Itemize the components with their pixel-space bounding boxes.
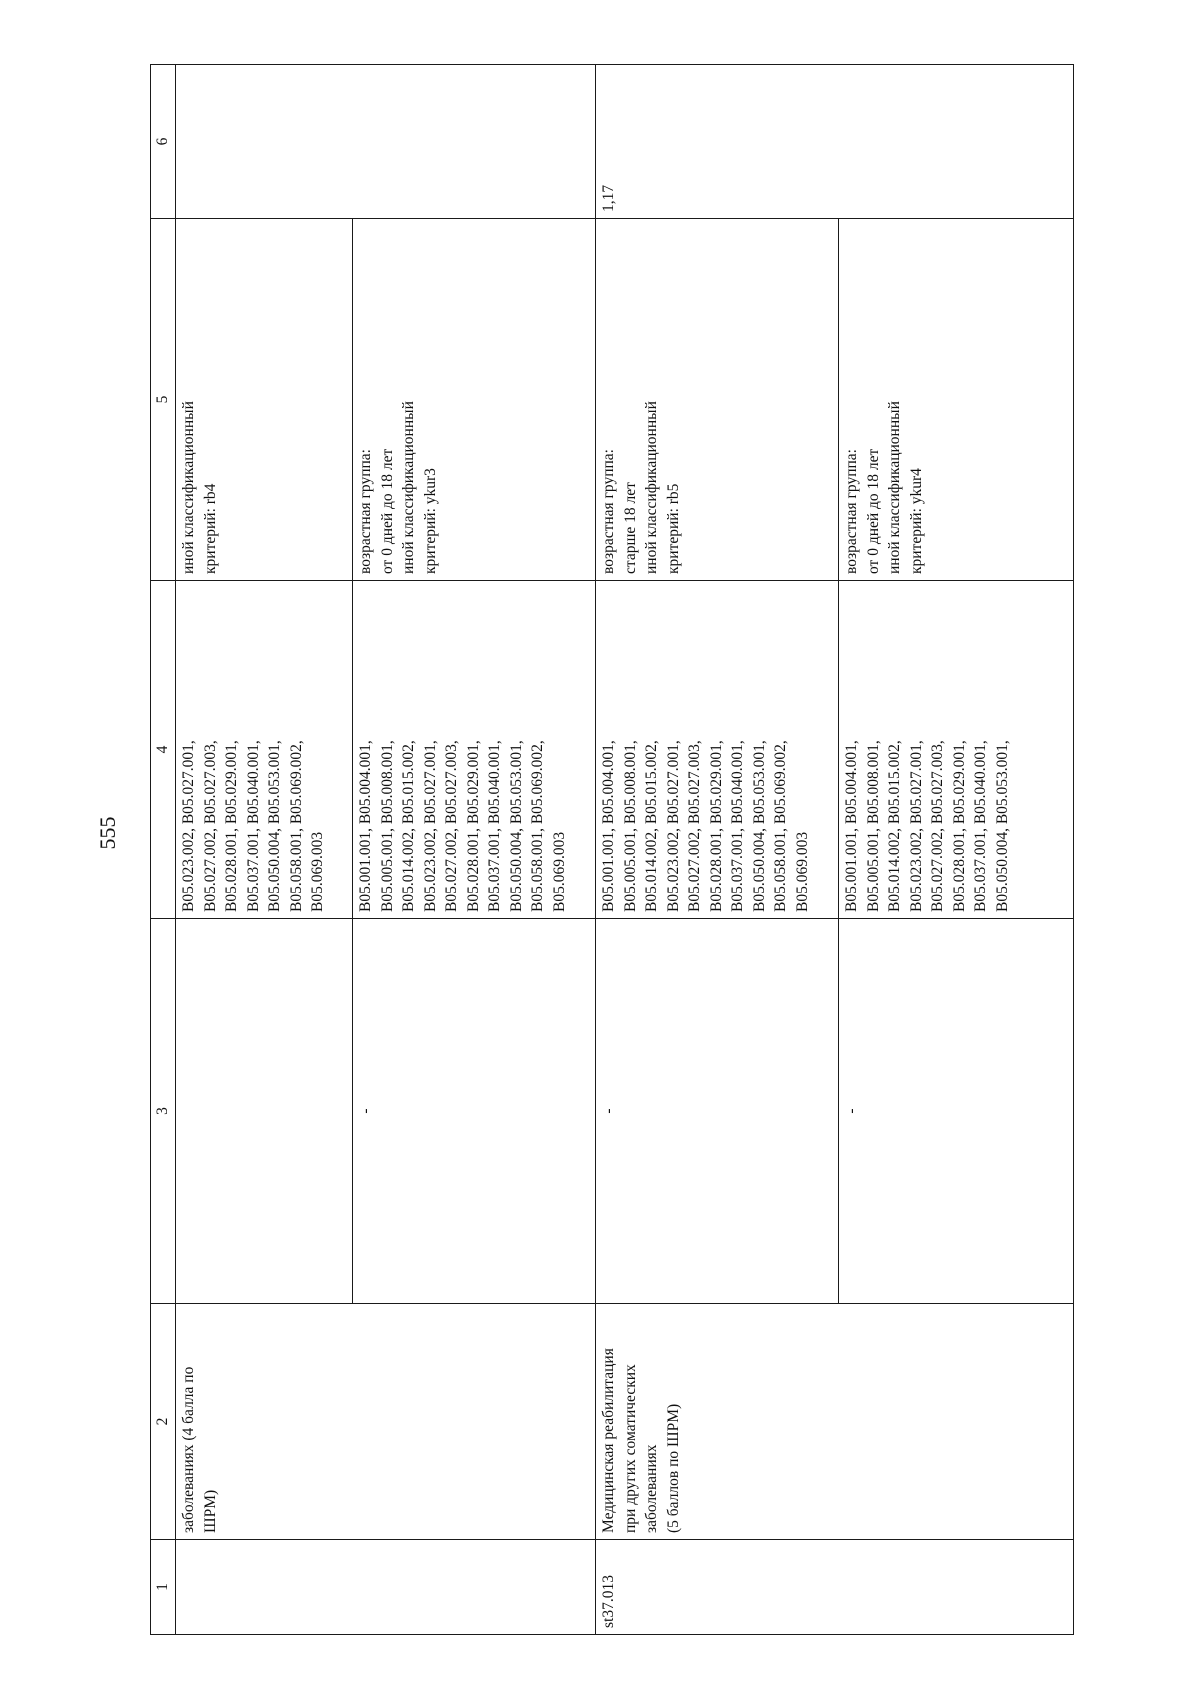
header-col-1: 1 — [151, 1540, 176, 1635]
cell-criteria: возрастная группа: от 0 дней до 18 лет иной классификационный критерий: ykur4 — [839, 219, 1074, 581]
cell-col3 — [176, 919, 353, 1304]
rotated-table-container — [150, 65, 1068, 1635]
cell-criteria: возрастная группа: от 0 дней до 18 лет иной классификационный критерий: ykur3 — [353, 219, 596, 581]
cell-service-codes: B05.001.001, B05.004.001, B05.005.001, B05.008.001, B05.014.002, B05.015.002, B05.023.002, B05.027.001, B05.027.002, B05.027.003, B05.028.001, B05.029.001, B05.037.001, B05.040.001, B05.050.004, B05.053.001, B05.058.001, B05.069.002, B05.069.003 — [596, 581, 839, 919]
header-col-2: 2 — [151, 1304, 176, 1540]
cell-service-codes: B05.023.002, B05.027.001, B05.027.002, B05.027.003, B05.028.001, B05.029.001, B05.037.001, B05.040.001, B05.050.004, B05.053.001, B05.058.001, B05.069.002, B05.069.003 — [176, 581, 353, 919]
cell-col3: - — [353, 919, 596, 1304]
cell-name: Медицинская реабилитация при других соматических заболеваниях (5 баллов по ШРМ) — [596, 1304, 1074, 1540]
cell-coefficient: 1,17 — [596, 65, 1074, 219]
cell-criteria: иной классификационный критерий: rb4 — [176, 219, 353, 581]
header-col-5: 5 — [151, 219, 176, 581]
cell-code: st37.013 — [596, 1540, 1074, 1635]
header-row — [151, 65, 176, 1635]
header-col-3: 3 — [151, 919, 176, 1304]
page-number: 555 — [95, 816, 120, 850]
cell-coefficient — [176, 65, 596, 219]
cell-service-codes: B05.001.001, B05.004.001, B05.005.001, B05.008.001, B05.014.002, B05.015.002, B05.023.002, B05.027.001, B05.027.002, B05.027.003, B05.028.001, B05.029.001, B05.037.001, B05.040.001, B05.050.004, B05.053.001, B05.058.001, B05.069.002, B05.069.003 — [353, 581, 596, 919]
header-col-4: 4 — [151, 581, 176, 919]
cell-col3: - — [839, 919, 1074, 1304]
cell-col3: - — [596, 919, 839, 1304]
cell-name: заболеваниях (4 балла по ШРМ) — [176, 1304, 596, 1540]
table-row — [176, 65, 353, 1635]
cell-criteria: возрастная группа: старше 18 лет иной классификационный критерий: rb5 — [596, 219, 839, 581]
cell-code — [176, 1540, 596, 1635]
header-col-6: 6 — [151, 65, 176, 219]
tariff-table — [150, 64, 1074, 1635]
table-row — [596, 65, 839, 1635]
cell-service-codes: B05.001.001, B05.004.001, B05.005.001, B05.008.001, B05.014.002, B05.015.002, B05.023.002, B05.027.001, B05.027.002, B05.027.003, B05.028.001, B05.029.001, B05.037.001, B05.040.001, B05.050.004, B05.053.001, — [839, 581, 1074, 919]
